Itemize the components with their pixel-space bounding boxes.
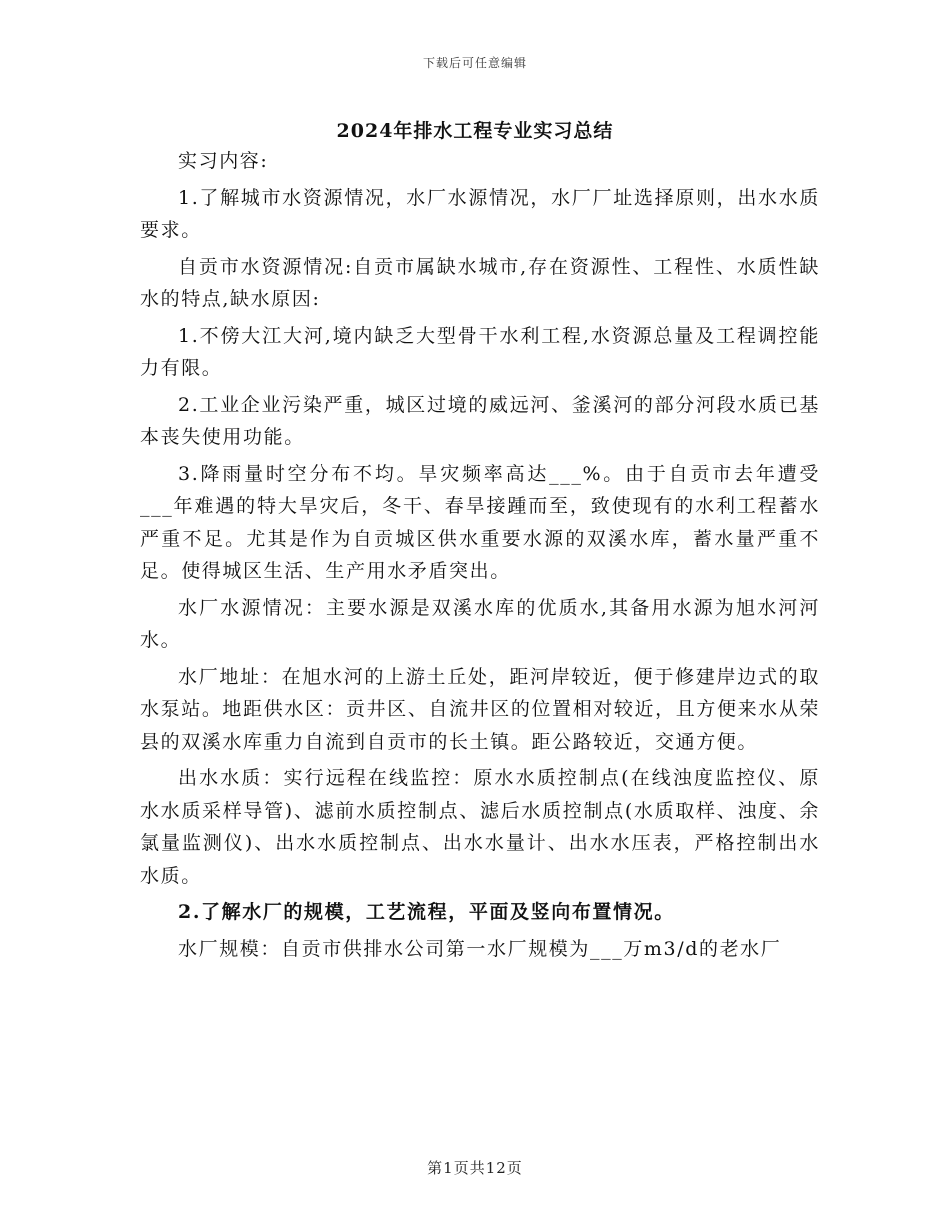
document-body: [140, 145, 820, 969]
section-heading: 2.了解水厂的规模，工艺流程，平面及竖向布置情况。: [178, 901, 675, 923]
paragraph: 实习内容:: [178, 150, 269, 172]
paragraph: 自贡市水资源情况:自贡市属缺水城市,存在资源性、工程性、水质性缺水的特点,缺水原因:: [140, 255, 820, 310]
page-header-note: 下载后可任意编辑: [422, 56, 527, 70]
document-title: 2024年排水工程专业实习总结: [336, 120, 614, 142]
paragraph: 水厂规模：自贡市供排水公司第一水厂规模为___万m3/d的老水厂: [178, 937, 782, 960]
paragraph: 出水水质：实行远程在线监控：原水水质控制点(在线浊度监控仪、原水水质采样导管)、滤前水质控制点、滤后水质控制点(水质取样、浊度、余氯量监测仪)、出水水质控制点、出水水量计、出水水压表，严格控制出水水质。: [140, 767, 820, 887]
paragraph: 3.降雨量时空分布不均。旱灾频率高达___%。由于自贡市去年遭受___年难遇的特大旱灾后，冬干、春旱接踵而至，致使现有的水利工程蓄水严重不足。尤其是作为自贡城区供水重要水源的双溪水库，蓄水量严重不足。使得城区生活、生产用水矛盾突出。: [140, 462, 820, 582]
paragraph: 1.了解城市水资源情况，水厂水源情况，水厂厂址选择原则，出水水质要求。: [140, 186, 820, 241]
paragraph: 水厂地址：在旭水河的上游土丘处，距河岸较近，便于修建岸边式的取水泵站。地距供水区：贡井区、自流井区的位置相对较近，且方便来水从荣县的双溪水库重力自流到自贡市的长土镇。距公路较近，交通方便。: [140, 665, 820, 753]
page-number: 第1页共12页: [427, 1159, 523, 1177]
paragraph: 1.不傍大江大河,境内缺乏大型骨干水利工程,水资源总量及工程调控能力有限。: [140, 324, 820, 379]
paragraph: 水厂水源情况：主要水源是双溪水库的优质水,其备用水源为旭水河河水。: [140, 596, 820, 651]
paragraph: 2.工业企业污染严重，城区过境的威远河、釜溪河的部分河段水质已基本丧失使用功能。: [140, 393, 820, 448]
